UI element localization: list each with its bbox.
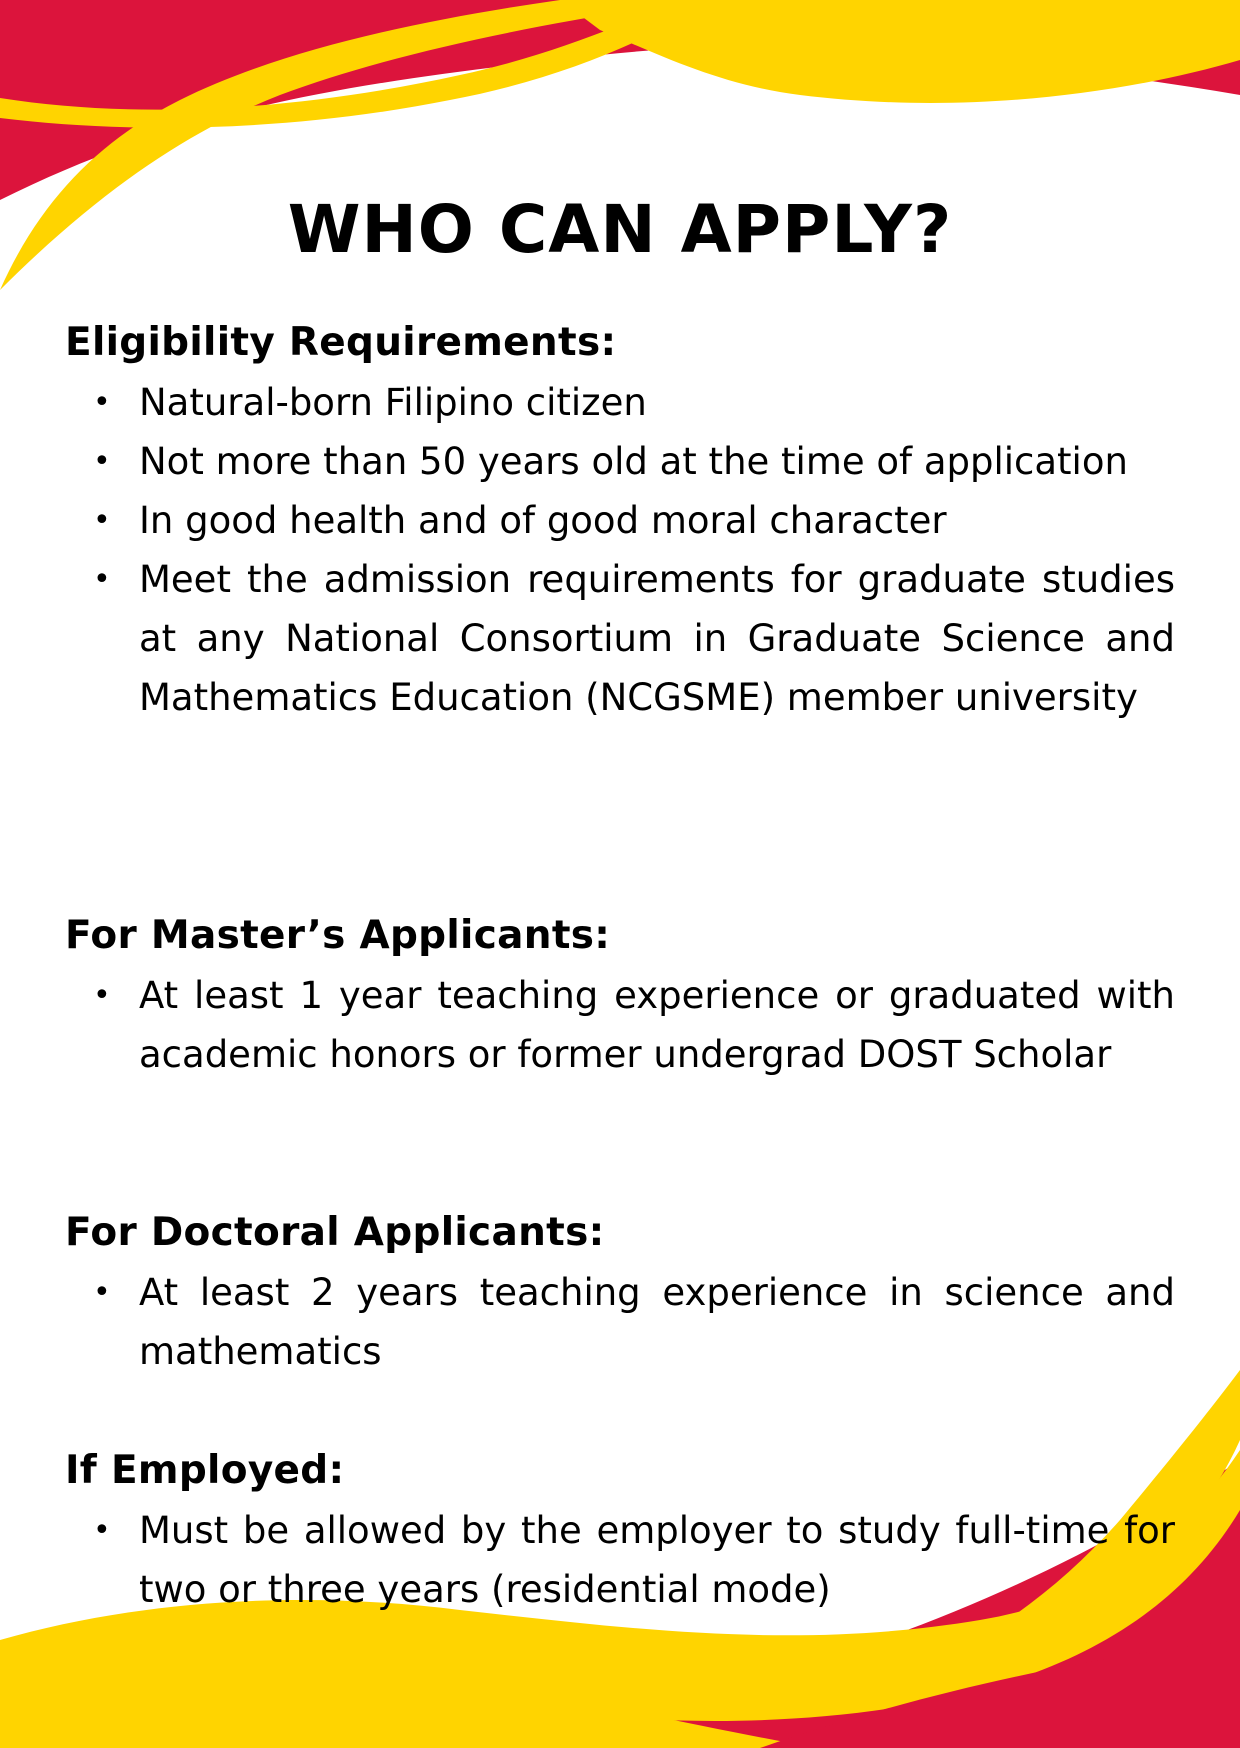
list-item-text: Not more than 50 years old at the time of application [139,440,1128,483]
list-item [65,432,1175,491]
list-item [65,1263,1175,1381]
bullet-icon: • [93,503,111,538]
section-doctoral-applicants [65,1203,1175,1381]
list-item [65,373,1175,432]
list-item-text: Meet the admission requirements for graduate studies at any National Consortium in Graduate Science and Mathematics Education (NCGSME) member university [139,558,1175,719]
list-item [65,966,1175,1084]
list-item [65,1501,1175,1619]
list-item-text: Natural-born Filipino citizen [139,381,647,424]
list-item-text: At least 1 year teaching experience or graduated with academic honors or former undergrad DOST Scholar [139,974,1175,1076]
section-if-employed [65,1441,1175,1619]
requirements-list [65,966,1175,1084]
section-heading: Eligibility Requirements: [65,320,617,365]
page-title: WHO CAN APPLY? [287,191,953,268]
bullet-icon: • [93,444,111,479]
section-heading: If Employed: [65,1448,345,1493]
list-item-text: In good health and of good moral character [139,499,947,542]
list-item-text: At least 2 years teaching experience in science and mathematics [139,1271,1175,1373]
requirements-list [65,1501,1175,1619]
section-heading: For Master’s Applicants: [65,913,611,958]
bullet-icon: • [93,1513,111,1548]
bullet-icon: • [93,562,111,597]
bullet-icon: • [93,978,111,1013]
bullet-icon: • [93,1275,111,1310]
list-item [65,491,1175,550]
bullet-icon: • [93,385,111,420]
requirements-list [65,1263,1175,1381]
section-masters-applicants [65,906,1175,1084]
list-item-text: Must be allowed by the employer to study full-time for two or three years (residential mode) [139,1509,1175,1611]
requirements-list [65,373,1175,727]
section-eligibility-requirements [65,313,1175,727]
section-heading: For Doctoral Applicants: [65,1210,605,1255]
list-item [65,550,1175,727]
